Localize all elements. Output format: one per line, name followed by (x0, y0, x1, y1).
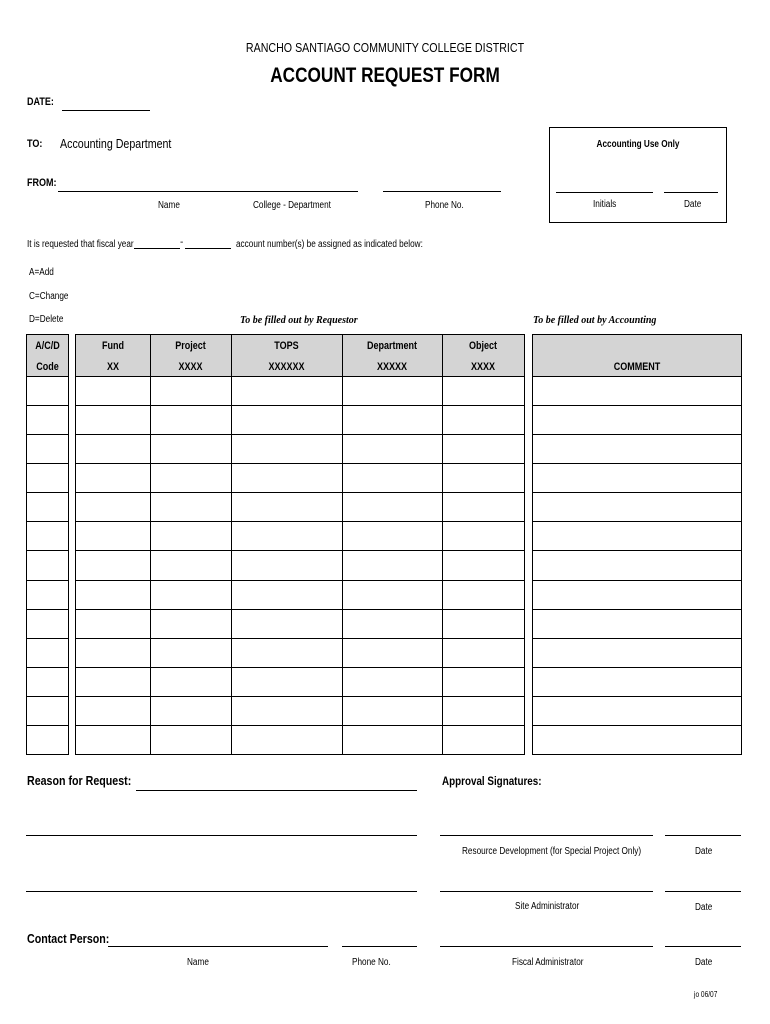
contact-name-field[interactable] (108, 946, 328, 947)
contact-name-caption: Name (187, 957, 209, 968)
fiscal-year-start-field[interactable] (134, 248, 180, 249)
fiscal-admin-caption: Fiscal Administrator (512, 957, 584, 968)
table-row[interactable] (27, 638, 68, 639)
table-row[interactable] (27, 580, 68, 581)
code-header-line2: Code (36, 361, 59, 373)
to-label: TO: (27, 138, 43, 150)
col-divider (150, 335, 151, 754)
form-title: ACCOUNT REQUEST FORM (270, 64, 500, 87)
site-admin-caption: Site Administrator (515, 901, 580, 912)
site-admin-date-caption: Date (695, 902, 713, 913)
table-row[interactable] (76, 405, 524, 406)
fiscal-year-separator: - (180, 237, 184, 248)
table-row[interactable] (533, 550, 741, 551)
account-table (75, 334, 525, 755)
date-label: DATE: (27, 96, 54, 108)
project-header: Project (175, 340, 206, 352)
table-row[interactable] (533, 667, 741, 668)
contact-phone-field[interactable] (342, 946, 417, 947)
tops-header: TOPS (274, 340, 299, 352)
resource-dev-date-caption: Date (695, 846, 713, 857)
accounting-use-title: Accounting Use Only (596, 139, 680, 150)
table-row[interactable] (533, 521, 741, 522)
comment-table (532, 334, 742, 755)
col-divider (442, 335, 443, 754)
version-note: jo 06/07 (694, 990, 718, 999)
table-row[interactable] (533, 725, 741, 726)
table-row[interactable] (27, 463, 68, 464)
district-name: RANCHO SANTIAGO COMMUNITY COLLEGE DISTRICT (245, 40, 525, 55)
table-row[interactable] (76, 667, 524, 668)
fiscal-admin-date-field[interactable] (665, 946, 741, 947)
from-label: FROM: (27, 177, 57, 189)
table-row[interactable] (27, 521, 68, 522)
contact-phone-caption: Phone No. (352, 957, 391, 968)
table-row[interactable] (27, 725, 68, 726)
approval-label: Approval Signatures: (442, 774, 542, 788)
fiscal-admin-signature[interactable] (440, 946, 653, 947)
comment-header: COMMENT (613, 361, 661, 373)
table-row[interactable] (27, 405, 68, 406)
table-row[interactable] (76, 696, 524, 697)
table-row[interactable] (533, 492, 741, 493)
fund-format: XX (106, 361, 120, 373)
table-row[interactable] (27, 609, 68, 610)
request-text-2: account number(s) be assigned as indicated below: (236, 239, 423, 250)
department-format: XXXXX (376, 361, 408, 373)
table-row[interactable] (76, 725, 524, 726)
table-row[interactable] (27, 667, 68, 668)
table-row[interactable] (533, 434, 741, 435)
object-format: XXXX (470, 361, 496, 373)
reason-field-2[interactable] (26, 835, 417, 836)
table-row[interactable] (76, 492, 524, 493)
resource-dev-caption: Resource Development (for Special Project Only) (462, 846, 642, 857)
table-row[interactable] (533, 696, 741, 697)
from-phone-field[interactable] (383, 191, 501, 192)
table-row[interactable] (76, 580, 524, 581)
legend-delete: D=Delete (29, 314, 64, 325)
table-row[interactable] (76, 376, 524, 377)
table-row[interactable] (27, 550, 68, 551)
resource-dev-signature[interactable] (440, 835, 653, 836)
table-row[interactable] (76, 434, 524, 435)
fiscal-admin-date-caption: Date (695, 957, 713, 968)
accounting-date-caption: Date (684, 199, 702, 210)
table-row[interactable] (533, 638, 741, 639)
col-divider (231, 335, 232, 754)
table-row[interactable] (27, 492, 68, 493)
initials-caption: Initials (593, 199, 617, 210)
accounting-initials-field[interactable] (556, 192, 653, 193)
table-row[interactable] (76, 638, 524, 639)
table-row[interactable] (27, 696, 68, 697)
legend-change: C=Change (29, 291, 69, 302)
col-divider (342, 335, 343, 754)
tops-format: XXXXXX (268, 361, 305, 373)
table-row[interactable] (76, 609, 524, 610)
fund-header: Fund (101, 340, 125, 352)
code-header-line1: A/C/D (35, 340, 60, 352)
fiscal-year-end-field[interactable] (185, 248, 231, 249)
phone-caption: Phone No. (425, 200, 464, 211)
reason-field-3[interactable] (26, 891, 417, 892)
to-value: Accounting Department (60, 136, 172, 151)
code-header (27, 335, 68, 376)
site-admin-signature[interactable] (440, 891, 653, 892)
table-row[interactable] (76, 463, 524, 464)
accounting-date-field[interactable] (664, 192, 718, 193)
contact-label: Contact Person: (27, 931, 110, 946)
table-row[interactable] (533, 609, 741, 610)
table-row[interactable] (27, 376, 68, 377)
table-row[interactable] (76, 521, 524, 522)
table-row[interactable] (27, 434, 68, 435)
college-department-caption: College - Department (253, 200, 331, 211)
reason-label: Reason for Request: (27, 773, 132, 788)
table-row[interactable] (533, 463, 741, 464)
site-admin-date-field[interactable] (665, 891, 741, 892)
table-row[interactable] (533, 580, 741, 581)
resource-dev-date-field[interactable] (665, 835, 741, 836)
table-row[interactable] (533, 405, 741, 406)
department-header: Department (366, 340, 418, 352)
name-caption: Name (158, 200, 180, 211)
accounting-use-box (549, 127, 727, 223)
table-row[interactable] (533, 376, 741, 377)
project-format: XXXX (178, 361, 203, 373)
request-text-1: It is requested that fiscal year (27, 239, 134, 250)
code-column-table (26, 334, 69, 755)
table-row[interactable] (76, 550, 524, 551)
legend-add: A=Add (29, 267, 54, 278)
accounting-note: To be filled out by Accounting (533, 315, 657, 326)
requestor-note: To be filled out by Requestor (240, 315, 358, 326)
date-field[interactable] (62, 110, 150, 111)
reason-field-1[interactable] (136, 790, 417, 791)
from-name-field[interactable] (58, 191, 358, 192)
object-header: Object (468, 340, 498, 352)
